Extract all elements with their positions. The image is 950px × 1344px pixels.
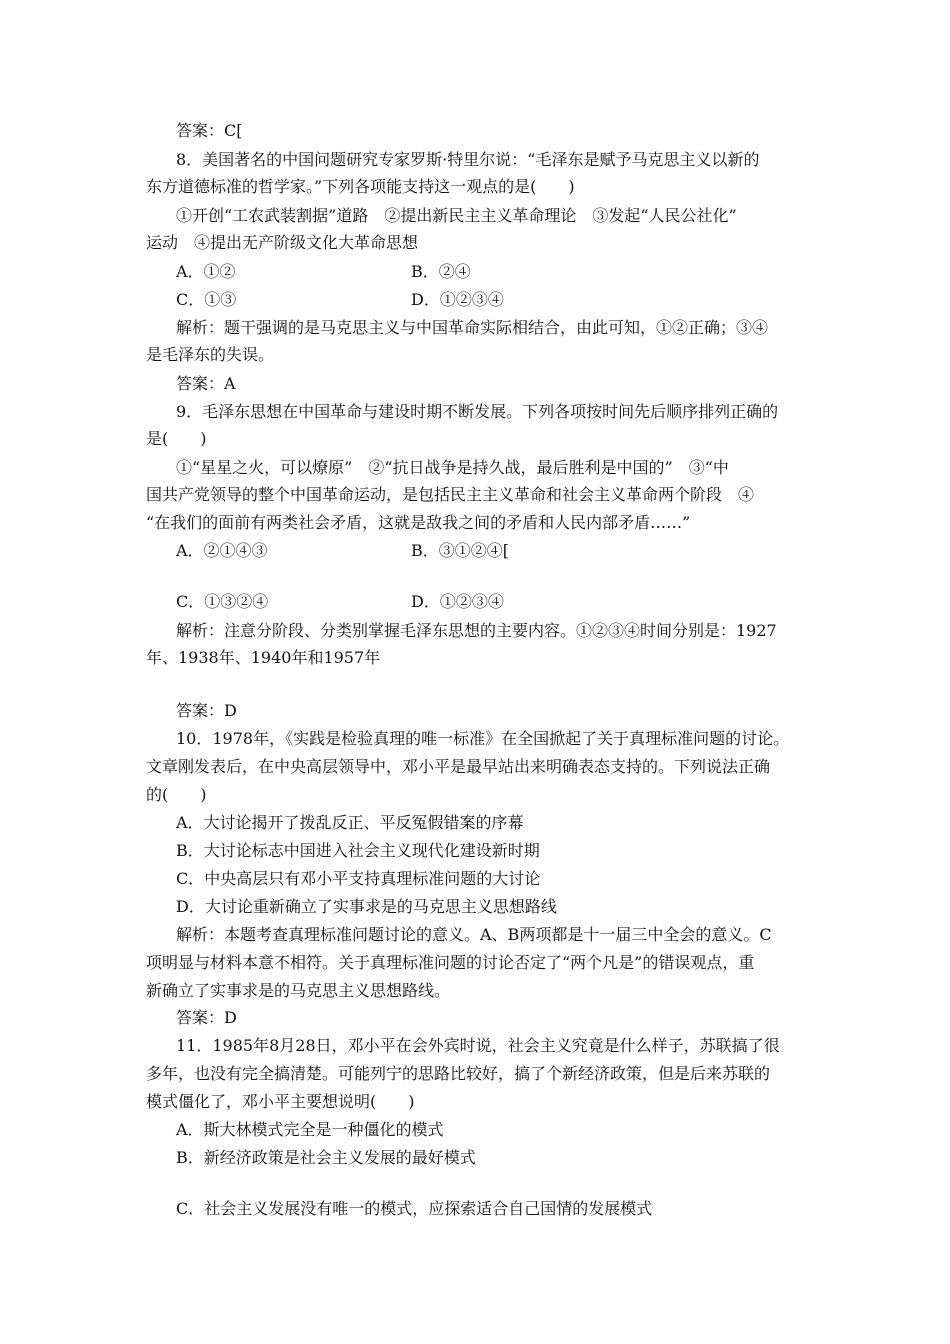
q8-stem-line-1: 8．美国著名的中国问题研究专家罗斯·特里尔说：“毛泽东是赋予马克思主义以新的 bbox=[176, 150, 760, 169]
q8-stem-line-2: 东方道德标准的哲学家。”下列各项能支持这一观点的是( ) bbox=[146, 177, 575, 196]
q9-items-line-1: ①“星星之火，可以燎原” ②“抗日战争是持久战，最后胜利是中国的” ③“中 bbox=[176, 458, 729, 477]
q9-answer: 答案：D bbox=[176, 701, 237, 720]
q9-option-row-2 bbox=[176, 592, 504, 612]
q8-option-c: C．①③ bbox=[176, 290, 237, 309]
q9-stem-line-2: 是( ) bbox=[146, 429, 207, 448]
q11-option-b: B．新经济政策是社会主义发展的最好模式 bbox=[176, 1148, 476, 1167]
q9-option-d: D．①②③④ bbox=[411, 592, 504, 611]
q10-stem-line-1: 10．1978年，《实践是检验真理的唯一标准》在全国掀起了关于真理标准问题的讨论。 bbox=[176, 729, 790, 748]
q9-option-row-1 bbox=[176, 541, 510, 561]
q8-option-b: B．②④ bbox=[411, 262, 471, 281]
q11-option-a: A．斯大林模式完全是一种僵化的模式 bbox=[176, 1120, 444, 1139]
q10-stem-line-3: 的( ) bbox=[146, 785, 207, 804]
q8-option-a: A．①② bbox=[176, 262, 236, 281]
q8-option-row-1 bbox=[176, 262, 471, 282]
q8-option-row-2 bbox=[176, 290, 504, 310]
q9-items-line-3: “在我们的面前有两类社会矛盾，这就是敌我之间的矛盾和人民内部矛盾……” bbox=[146, 513, 691, 532]
q8-analysis-line-1: 解析：题干强调的是马克思主义与中国革命实际相结合，由此可知，①②正确；③④ bbox=[176, 318, 769, 337]
q9-stem-line-1: 9．毛泽东思想在中国革命与建设时期不断发展。下列各项按时间先后顺序排列正确的 bbox=[176, 402, 779, 421]
q10-analysis-line-2: 项明显与材料本意不相符。关于真理标准问题的讨论否定了“两个凡是”的错误观点，重 bbox=[146, 953, 755, 972]
q10-option-b: B．大讨论标志中国进入社会主义现代化建设新时期 bbox=[176, 841, 540, 860]
q9-items-line-2: 国共产党领导的整个中国革命运动，是包括民主主义革命和社会主义革命两个阶段 ④ bbox=[146, 485, 755, 504]
q9-option-b: B．③①②④[ bbox=[411, 541, 510, 560]
q8-analysis-line-2: 是毛泽东的失误。 bbox=[146, 345, 275, 364]
q11-stem-line-2: 多年，也没有完全搞清楚。可能列宁的思路比较好，搞了个新经济政策，但是后来苏联的 bbox=[146, 1064, 771, 1083]
q8-answer: 答案：A bbox=[176, 374, 236, 393]
q9-analysis-line-1: 解析：注意分阶段、分类别掌握毛泽东思想的主要内容。①②③④时间分别是：1927 bbox=[176, 621, 777, 640]
q9-option-c: C．①③②④ bbox=[176, 592, 269, 611]
q10-analysis-line-1: 解析：本题考查真理标准问题讨论的意义。A、B两项都是十一届三中全会的意义。C bbox=[176, 925, 772, 944]
q9-option-a: A．②①④③ bbox=[176, 541, 268, 560]
q9-analysis-line-2: 年、1938年、1940年和1957年 bbox=[146, 648, 381, 667]
q7-answer: 答案：C[ bbox=[176, 121, 243, 140]
q11-stem-line-3: 模式僵化了，邓小平主要想说明( ) bbox=[146, 1092, 415, 1111]
q11-stem-line-1: 11．1985年8月28日，邓小平在会外宾时说，社会主义究竟是什么样子，苏联搞了很 bbox=[176, 1036, 780, 1055]
q10-option-a: A．大讨论揭开了拨乱反正、平反冤假错案的序幕 bbox=[176, 813, 524, 832]
q8-items-line-2: 运动 ④提出无产阶级文化大革命思想 bbox=[146, 233, 419, 252]
q10-option-c: C．中央高层只有邓小平支持真理标准问题的大讨论 bbox=[176, 869, 541, 888]
q11-option-c: C．社会主义发展没有唯一的模式，应探索适合自己国情的发展模式 bbox=[176, 1199, 653, 1218]
q8-items-line-1: ①开创“工农武装割据”道路 ②提出新民主主义革命理论 ③发起“人民公社化” bbox=[176, 206, 737, 225]
q10-option-d: D．大讨论重新确立了实事求是的马克思主义思想路线 bbox=[176, 897, 557, 916]
q10-stem-line-2: 文章刚发表后，在中央高层领导中，邓小平是最早站出来明确表态支持的。下列说法正确 bbox=[146, 757, 771, 776]
q10-analysis-line-3: 新确立了实事求是的马克思主义思想路线。 bbox=[146, 981, 451, 1000]
q8-option-d: D．①②③④ bbox=[411, 290, 504, 309]
q10-answer: 答案：D bbox=[176, 1008, 237, 1027]
